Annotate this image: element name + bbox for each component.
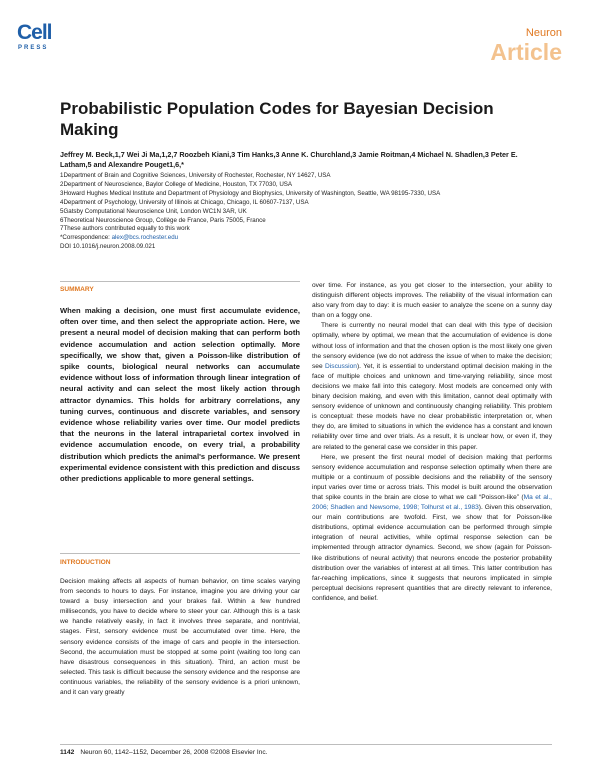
correspondence-email-link[interactable]: alex@bcs.rochester.edu [111,234,179,242]
doi: DOI 10.1016/j.neuron.2008.09.021 [60,243,156,251]
paragraph-text: There is currently no neural model that can deal with this type of decision optimally, where by optimal, we mean that the accumulation of evidence is done without loss of information and that the chosen option is the most likely one given the sensory evidence (we do not address the issue of when to make the decision; see [312,322,552,370]
page-number: 1142 [60,749,75,756]
affiliations [60,172,560,252]
paragraph-text: ). Given this observation, our main contributions are twofold. First, we show that for Poisson-like distributions, optimal evidence accumulation can be performed through simple integration of neural activities, while optimal response selection can be implemented through attractor dynamics. Second, we show (again for Poisson-like distributions of neural activity) that neurons encode the posterior probability distribution over the variables of interest at all times. This latter contribution has far-reaching implications, since it suggests that neurons implicated in simple perceptual decisions represent quantities that are directly relevant to inference, confidence, and belief. [312,504,553,602]
paper-title: Probabilistic Population Codes for Bayesian Decision Making [60,99,494,139]
affiliation-item: 3Howard Hughes Medical Institute and Department of Physiology and Biophysics, University of Washington, Seattle, WA 98195-7330, USA [60,189,441,197]
affiliation-item: 4Department of Psychology, University of Illinois at Chicago, Chicago, IL 60607-7137, USA [60,198,309,206]
paragraph [312,453,552,604]
paragraph: over time. For instance, as you get closer to the intersection, your ability to distinguish different objects improves. The reliability of the visual information can also vary from day to day: it is much easier to analyze the scene on a sunny day than on a foggy one. [312,282,552,320]
article-type: Article [490,39,562,65]
journal-name: Neuron [525,27,562,39]
logo-wordmark: Cell [17,21,52,44]
intro-text: Decision making affects all aspects of human behavior, on time scales varying from seconds to hours to days. For instance, imagine you are driving your car toward a busy intersection and your brakes fail. Within a few hundred milliseconds, you have to decide where to steer your car. Although this is a task we handle relatively easily, in fact it involves three separate, and nontrivial, stages. First, sensory evidence must be accumulated over time. Here, the sensory evidence consists of the image of cars and people in the intersection. Second, the accumulation must be stopped at some point (waiting too long can have disastrous consequences in this situation). Third, an action must be selected. This task is difficult because the sensory evidence and the response are continuous variables, the reliability of the sensory evidence is a priori unknown, and it can vary greatly [60,578,300,697]
affiliation-item: 5Gatsby Computational Neuroscience Unit, London WC1N 3AR, UK [60,207,247,215]
summary-rule [60,281,300,282]
footer-rule [60,744,552,745]
paragraph-text: ). Yet, it is essential to understand optimal decision making in the face of multiple choices and unknown and time-varying reliability, since most decisions we make fall into this category. Most models are concerned only with binary decision making, and even with this limitation, cannot deal optimally with sensory evidence of unknown and continuously changing reliability. This problem is conceptual: these models have no clear probabilistic interpretation or, when they do, are limited to situations in which the evidence has a constant and known reliability over time and over trials. As a result, it is unclear how, or even if, they are related to the general case we consider in this paper. [312,362,553,451]
logo-subtext: PRESS [18,45,49,51]
intro-rule [60,553,300,554]
citation-info: Neuron 60, 1142–1152, December 26, 2008 ©2008 Elsevier Inc. [80,749,268,756]
author-list: Jeffrey M. Beck,1,7 Wei Ji Ma,1,2,7 Roozbeh Kiani,3 Tim Hanks,3 Anne K. Churchland,3 Jamie Roitman,4 Michael N. Shadlen,3 Peter E. Latham,5 and Alexandre Pouget1,6,* [60,150,518,169]
paragraph-text: Here, we present the first neural model of decision making that performs sensory evidence accumulation and response selection optimally when there are multiple or a continuum of possible decisions and the reliability of the sensory input varies over time or across trials. This model is built around the observation that spike counts in the brain are close to what we call “Poisson-like” ( [312,453,552,501]
intro-heading: INTRODUCTION [60,559,111,566]
publisher-logo [17,22,53,54]
discussion-link[interactable]: Discussion [325,362,357,370]
affiliation-item: 7These authors contributed equally to this work [60,225,190,233]
affiliation-item: 6Theoretical Neuroscience Group, Collège de France, Paris 75005, France [60,216,266,224]
correspondence [60,234,560,243]
correspondence-label: *Correspondence: [60,234,110,242]
affiliation-item: 1Department of Brain and Cognitive Sciences, University of Rochester, Rochester, NY 14627, USA [60,172,331,179]
summary-heading: SUMMARY [60,286,94,293]
right-column [312,281,552,604]
page-footer [60,749,267,756]
affiliation-item: 2Department of Neuroscience, Baylor College of Medicine, Houston, TX 77030, USA [60,180,293,188]
summary-text: When making a decision, one must first accumulate evidence, often over time, and then select the appropriate action. Here, we present a neural model of decision making that can perform both evidence accumulation and action selection optimally. More specifically, we show that, given a Poisson-like distribution of spike counts, biological neural networks can accumulate evidence without loss of information through linear integration of neural activity and can select the most likely action through attractor dynamics. This holds for arbitrary correlations, any tuning curves, continuous and discrete variables, and sensory evidence whose reliability varies over time. Our model predicts that the neurons in the lateral intraparietal cortex involved in evidence accumulation encode, on every trial, a probability distribution which predicts the animal's performance. We present experimental evidence consistent with this prediction and discuss other predictions applicable to more general settings. [60,306,300,484]
citation-link[interactable]: Ma et al., 2006; Shadlen and Newsome, 1998; Tolhurst et al., 1983 [312,493,552,512]
paragraph [312,321,552,452]
